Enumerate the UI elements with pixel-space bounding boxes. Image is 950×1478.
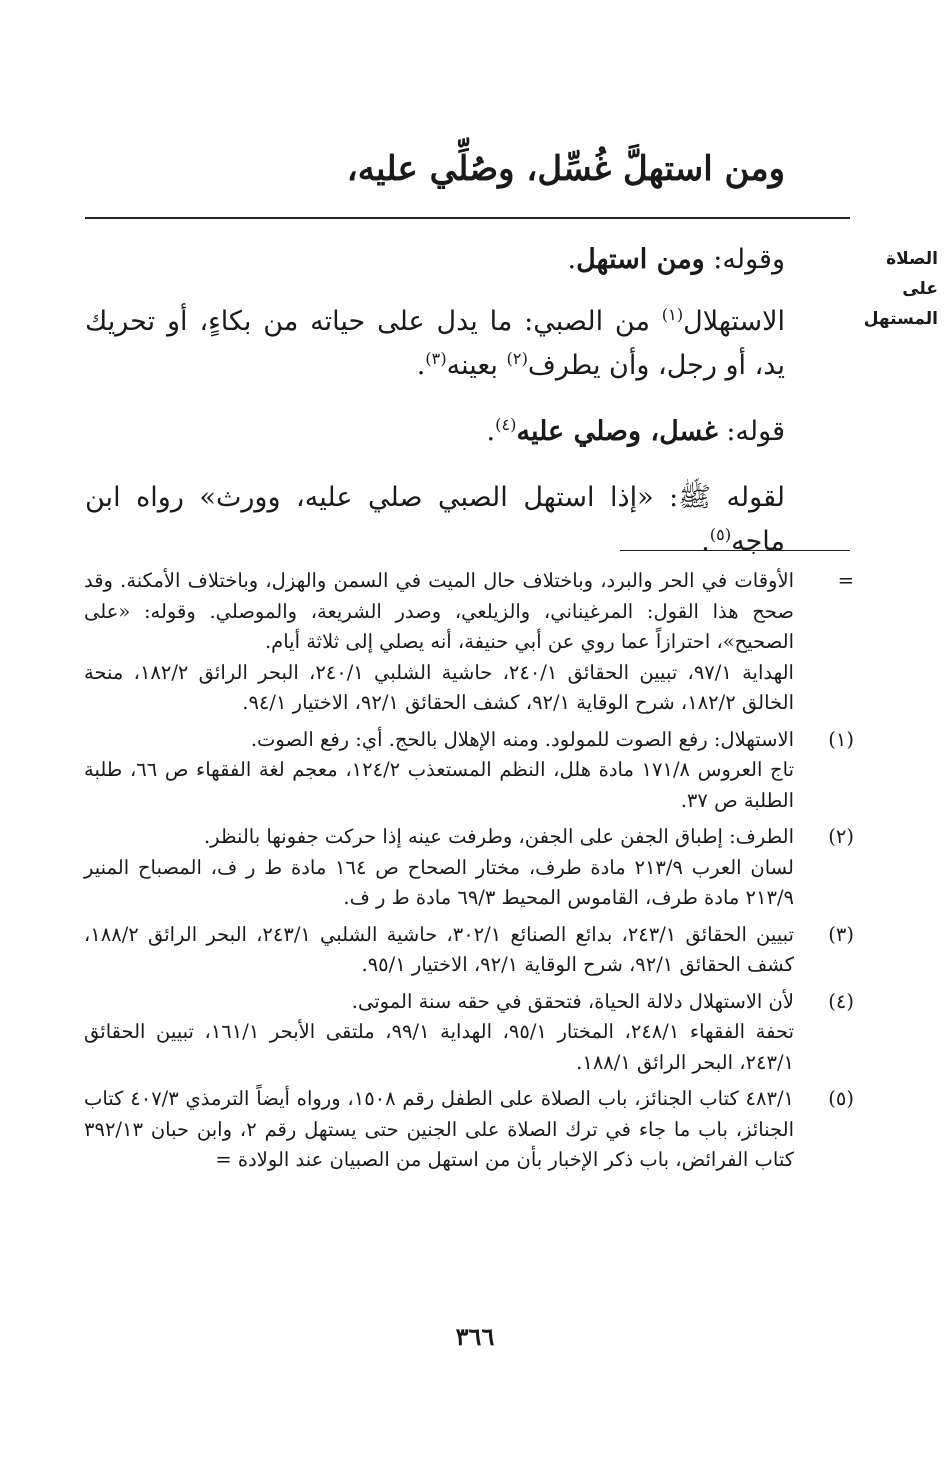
commentary-body [85,238,845,564]
footnote [84,725,854,817]
footnote [84,822,854,914]
footnote-ref[interactable]: (٢) [506,349,528,368]
footnote-ref[interactable]: (٣) [425,349,447,368]
commentary-paragraph [85,410,845,454]
margin-note-line: المستهل [863,309,938,329]
paragraph-text: . [701,526,710,557]
footnote-text: تحفة الفقهاء ٢٤٨/١، المختار ٩٥/١، الهداية ٩٩/١، ملتقى الأبحر ١٦١/١، تبيين الحقائق ٢٤٣/١، البحر الرائق ١٨٨/١. [84,1020,794,1074]
footnote-text: ٤٨٣/١ كتاب الجنائز، باب الصلاة على الطفل رقم ١٥٠٨، ورواه أيضاً الترمذي ٤٠٧/٣ كتاب الجنائز، باب ما جاء في ترك الصلاة على الجنين حتى يستهل رقم ٢، وابن حبان ٣٩٢/١٣ كتاب الفرائض، باب ذكر الإخبار بأن من استهل من الصبيان عند الولادة = [84,1087,795,1171]
paragraph-text: لقوله ﷺ: «إذا استهل الصبي صلي عليه، وورث» رواه ابن ماجه [85,482,785,557]
paragraph-text: الاستهلال [683,306,785,337]
paragraph-text: قوله: [717,416,785,447]
footnote-text: تاج العروس ١٧١/٨ مادة هلل، النظم المستعذب ١٢٤/٢، معجم لغة الفقهاء ص ٦٦، طلبة الطلبة ص ٣٧. [84,758,794,812]
footnote-text: الطرف: إطباق الجفن على الجفن، وطرفت عينه إذا حركت جفونها بالنظر. [203,825,794,848]
footnote-number: (٢) [828,825,854,848]
footnote-ref[interactable]: (١) [661,305,684,324]
paragraph-text: . [567,244,577,275]
page-number: ٣٦٦ [455,1322,495,1351]
footnote [84,920,854,981]
commentary-paragraph [85,238,845,282]
margin-note-line: الصلاة [886,249,938,269]
footnote [84,566,854,719]
footnote-number: (١) [828,727,854,751]
footnote-text: الهداية ٩٧/١، تبيين الحقائق ٢٤٠/١، حاشية الشلبي ٢٤٠/١، البحر الرائق ١٨٢/٢، منحة الخالق ١٨٢/٢، شرح الوقاية ٩٢/١، كشف الحقائق ٩٢/١، الاختيار ٩٤/١. [84,660,794,714]
footnote-text: لأن الاستهلال دلالة الحياة، فتحقق في حقه سنة الموتى. [351,989,794,1013]
quoted-matn: ومن استهل [576,244,705,275]
footnote-ref[interactable]: (٤) [495,415,517,434]
footnote-text: لسان العرب ٢١٣/٩ مادة طرف، مختار الصحاح ص ١٦٤ مادة ط ر ف، المصباح المنير ٢١٣/٩ مادة طرف، القاموس المحيط ٦٩/٣ مادة ط ر ف. [84,855,794,909]
footnote-number: (٥) [828,1087,854,1110]
paragraph-text: من الصبي: ما يدل على حياته من بكاءٍ، أو تحريك يد، أو رجل، وأن يطرف [85,306,785,381]
footnote-number: = [837,569,854,592]
footnote [84,1084,854,1176]
footnote-text: تبيين الحقائق ٢٤٣/١، بدائع الصنائع ٣٠٢/١، حاشية الشلبي ٢٤٣/١، البحر الرائق ١٨٨/٢، كشف الحقائق ٩٢/١، شرح الوقاية ٩٢/١، الاختيار ٩٥/١. [84,922,794,976]
footnotes [84,566,854,1182]
paragraph-text: وقوله: [704,244,785,275]
footnote-number: (٣) [828,922,854,946]
margin-note-line: على [902,279,938,299]
margin-note [863,244,938,334]
paragraph-text: . [416,350,426,381]
commentary-paragraph [85,300,845,388]
quoted-matn: غسل، وصلي عليه [516,416,718,447]
footnote-text: الأوقات في الحر والبرد، وباختلاف حال الميت في السمن والهزل، وباختلاف الأمكنة. وقد صحح هذا القول: المرغيناني، والزيلعي، وصدر الشريعة، والموصلي. وقوله: «على الصحيح»، احترازاً عما روي عن أبي حنيفة، أنه يصلي إلى ثلاثة أيام. [84,569,794,653]
footnote-text: الاستهلال: رفع الصوت للمولود. ومنه الإهلال بالحج. أي: رفع الصوت. [250,727,794,751]
header-divider [85,217,850,219]
matn-header: ومن استهلَّ غُسِّل، وصُلِّي عليه، [346,149,785,189]
footnote-number: (٤) [828,989,854,1013]
footnote-divider [620,550,850,551]
paragraph-text: بعينه [446,350,507,381]
paragraph-text: . [486,416,496,447]
footnote [84,987,854,1079]
footnote-ref[interactable]: (٥) [709,525,732,544]
